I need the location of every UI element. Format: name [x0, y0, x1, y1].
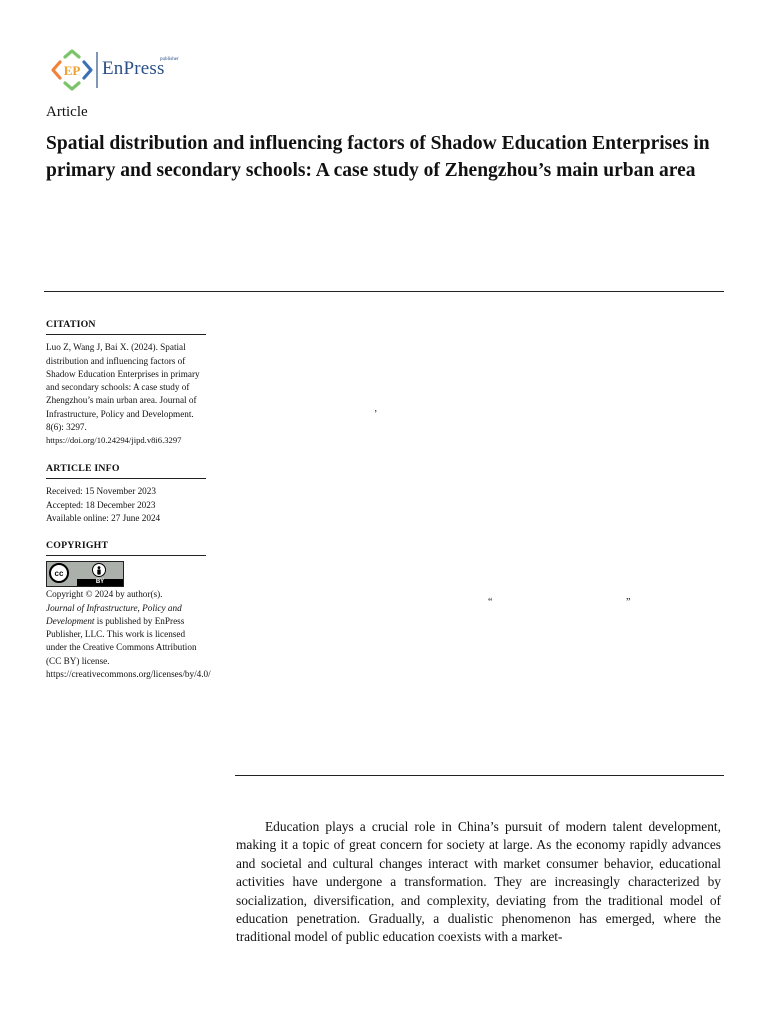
accepted-date: Accepted: 18 December 2023	[46, 499, 156, 510]
cc-icon: cc	[49, 563, 69, 583]
article-info-heading: ARTICLE INFO	[46, 462, 206, 479]
article-type-label: Article	[46, 104, 88, 120]
by-label: BY	[77, 579, 123, 586]
copyright-statement-rest: is published by EnPress Publisher, LLC. This work is licensed under the Creative Commons Attribution (CC BY) license.	[46, 615, 197, 666]
citation-text: Luo Z, Wang J, Bai X. (2024). Spatial distribution and influencing factors of Shadow Education Enterprises in primary and secondary schools: A case study of Zhengzhou’s main urban area. Journal of Infrastructure, Policy and Development. 8(6): 3297.	[46, 342, 200, 433]
copyright-line: Copyright © 2024 by author(s).	[46, 589, 163, 600]
citation-section	[46, 318, 206, 448]
person-icon	[95, 566, 103, 575]
copyright-heading: COPYRIGHT	[46, 539, 206, 556]
copyright-statement	[46, 602, 206, 668]
logo-brand-text: EnPress	[102, 58, 165, 79]
cc-by-license-badge[interactable]	[46, 561, 124, 587]
open-quote-mark: “	[488, 597, 493, 608]
journal-name: Journal of Infrastructure, Policy and Development	[46, 602, 182, 626]
citation-doi-link[interactable]: https://doi.org/10.24294/jipd.v8i6.3297	[46, 435, 182, 446]
logo-brand-subtext: publisher	[160, 57, 179, 62]
enpress-logo-icon	[50, 48, 100, 92]
license-url-link[interactable]: https://creativecommons.org/licenses/by/4.0/	[46, 669, 211, 680]
citation-heading: CITATION	[46, 318, 206, 335]
svg-text:EP: EP	[63, 63, 81, 78]
close-quote-mark: ”	[626, 597, 631, 608]
stray-comma-mark: ’	[374, 409, 378, 420]
received-date: Received: 15 November 2023	[46, 486, 156, 497]
available-date: Available online: 27 June 2024	[46, 512, 161, 523]
copyright-section	[46, 539, 211, 681]
header-divider	[44, 291, 724, 292]
article-title: Spatial distribution and influencing factors of Shadow Education Enterprises in primary and secondary schools: A case study of Zhengzhou’s main urban area	[46, 133, 710, 181]
attribution-person-icon	[92, 563, 106, 577]
body-paragraph: Education plays a crucial role in China’s pursuit of modern talent development, making it a topic of great concern for society at large. As the economy rapidly advances and societal and cultural changes interact with market consumer behavior, educational activities have undergone a transformation. They are increasingly characterized by socialization, diversification, and complexity, deviating from the traditional model of education penetration. Gradually, a dualistic phenomenon has emerged, where the traditional model of public education coexists with a market-	[236, 819, 721, 945]
abstract-divider	[235, 775, 724, 776]
article-info-section	[46, 462, 206, 525]
